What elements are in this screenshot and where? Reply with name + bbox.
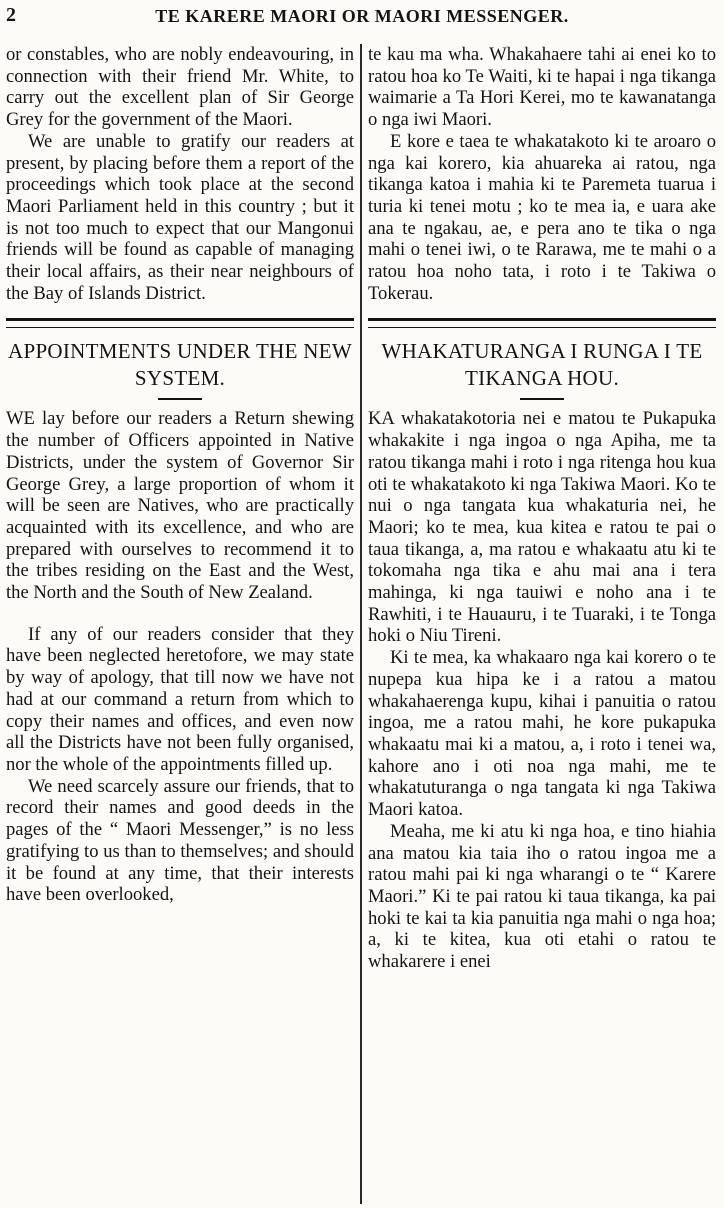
paragraph: Ki te mea, ka whakaaro nga kai korero o te nupepa kua hipa ke i a ratou a matou whakahaerenga kupu, kihai i panuitia o ratou ingoa, me a ratou mahi, he kore pukapuka whakaatu mai ki a matou, a, i roto i tenei wa, kahore ano i oti noa nga mahi, me te whakatuturanga o nga tangata ki nga Takiwa Maori katoa. [368, 647, 716, 821]
english-column [6, 44, 354, 1204]
maori-column [368, 44, 716, 1204]
page-number: 2 [6, 4, 16, 26]
title-rule [520, 398, 564, 400]
paragraph: or constables, who are nobly endeavouring, in connection with their friend Mr. White, to carry out the excellent plan of Sir George Grey for the government of the Maori. [6, 44, 354, 131]
paragraph: WE lay before our readers a Return shewing the number of Officers appointed in Native Districts, under the system of Governor Sir George Grey, a large proportion of whom it will be seen are Natives, who are practically acquainted with its excellence, and who are prepared with ourselves to recommend it to the tribes residing on the East and the West, the North and the South of New Zealand. [6, 408, 354, 604]
page-header [0, 0, 724, 44]
spacer [6, 604, 354, 624]
title-rule [158, 398, 202, 400]
paragraph: We need scarcely assure our friends, that to record their names and good deeds in the pages of the “ Maori Messenger,” is no less gratifying to us than to themselves; and should it be found at any time, that their interests have been overlooked, [6, 775, 354, 906]
column-divider [360, 44, 362, 1204]
paragraph: te kau ma wha. Whakahaere tahi ai enei ko to ratou hoa ko Te Waiti, ki te hapai i nga tikanga waimarie a Ta Hori Kerei, mo te kawanatanga o nga iwi Maori. [368, 44, 716, 131]
paragraph: E kore e taea te whakatakoto ki te aroaro o nga kai korero, kia ahuareka ai ratou, nga tikanga katoa i mahia ki te Paremeta tuarua i turia ki tenei motu ; ko te mea ia, e uara ake ana te ngakau, ae, e pera ano te tika o nga mahi o tenei iwi, o te Rarawa, me te mahi o a ratou hoa noho tata, i roto i te Takiwa o Tokerau. [368, 130, 716, 304]
section-divider [368, 318, 716, 328]
section-title: APPOINTMENTS UNDER THE NEW SYSTEM. [8, 339, 352, 391]
section-divider [6, 318, 354, 328]
paragraph: Meaha, me ki atu ki nga hoa, e tino hiahia ana matou kia taia iho o ratou ingoa me a ratou mahi pai ki nga wharangi o te “ Karere Maori.” Ki te pai ratou ki taua tikanga, ka pai hoki te kai ta kia panuitia nga mahi o nga hoa; a, ki te kitea, kua oti etahi o ratou te whakarere i enei [368, 820, 716, 973]
paragraph: KA whakatakotoria nei e matou te Pukapuka whakakite i nga ingoa o nga Apiha, me ta ratou tikanga mahi i roto i nga ritenga hou kua oti te whakatakoto ki nga Takiwa Maori. Ko te nui o nga tangata kua whakaturia nei, he Maori; ko te mea, kua kitea e ratou te pai o taua tikanga, a, ma ratou e whakaatu atu ki te tokomaha nga tika e ahu mai ana i tera mahinga, ki nga tauiwi e noho ana i te Rawhiti, i te Hauauru, i te Tuaraki, i te Tonga hoki o Niu Tireni. [368, 408, 716, 647]
running-head: TE KARERE MAORI OR MAORI MESSENGER. [155, 6, 569, 26]
paragraph: We are unable to gratify our readers at present, by placing before them a report of the proceedings which took place at the second Maori Parliament held in this country ; but it is not too much to expect that our Mangonui friends will be found as capable of managing their local affairs, as their near neighbours of the Bay of Islands District. [6, 130, 354, 304]
paragraph: If any of our readers consider that they have been neglected heretofore, we may state by way of apology, that till now we have not had at our command a return from which to copy their names and offices, and even now all the Districts have not been fully organised, nor the whole of the appointments filled up. [6, 623, 354, 775]
section-title: WHAKATURANGA I RUNGA I TE TIKANGA HOU. [381, 339, 703, 391]
